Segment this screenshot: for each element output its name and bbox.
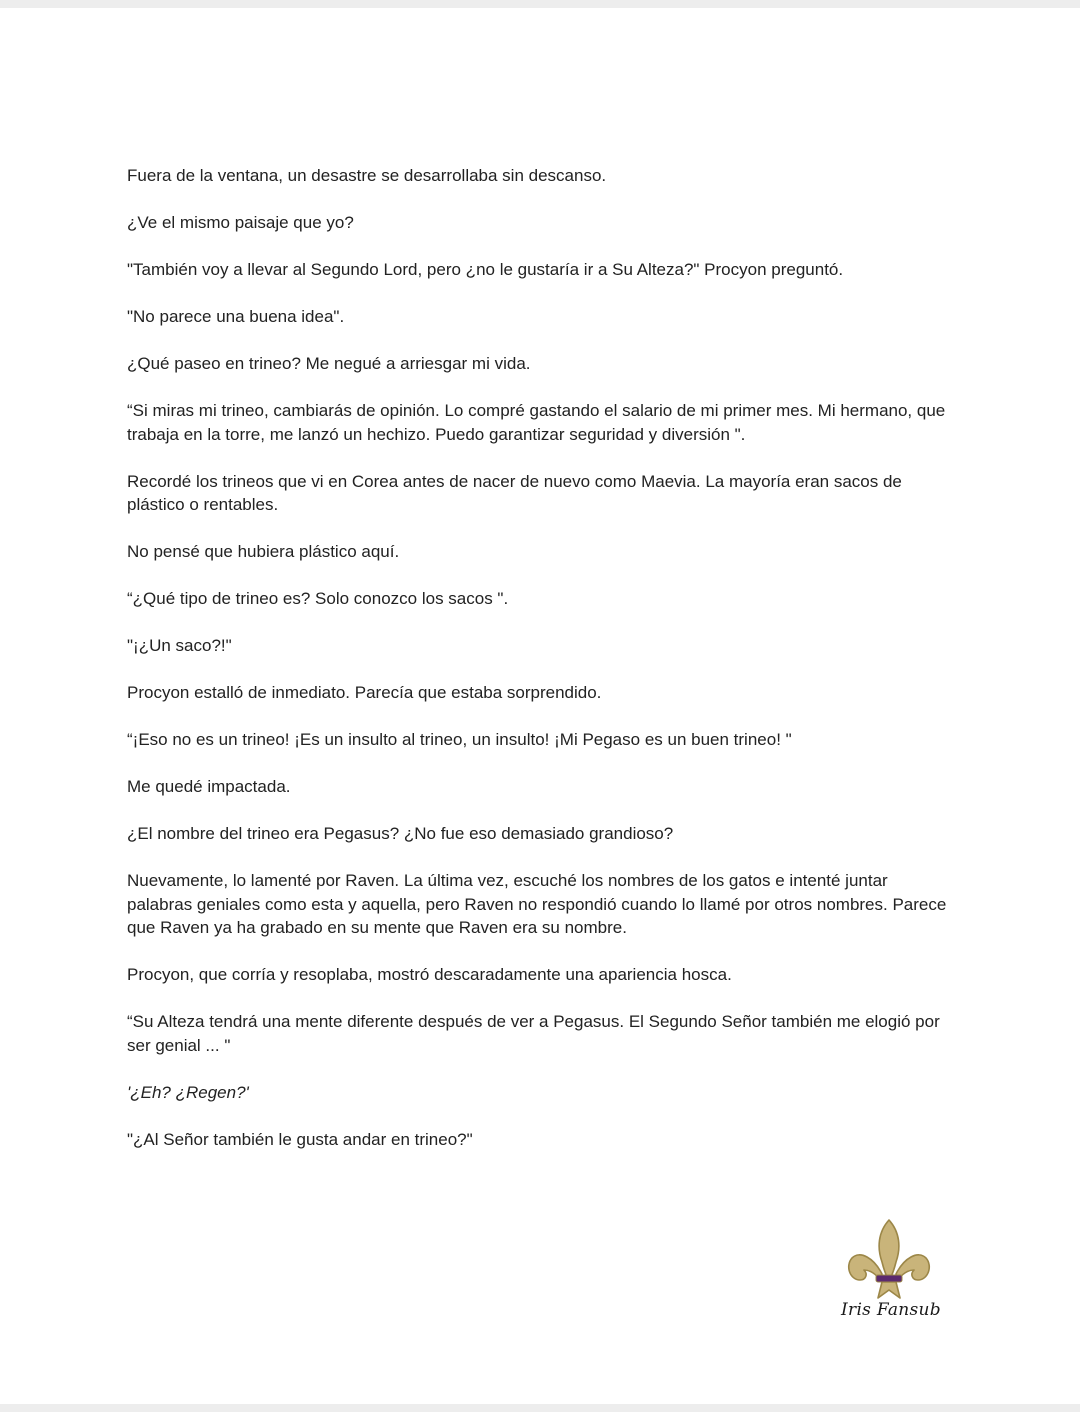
paragraph: Fuera de la ventana, un desastre se desarrollaba sin descanso.	[127, 166, 607, 185]
paragraph: “¿Qué tipo de trineo es? Solo conozco los sacos ".	[127, 589, 509, 608]
paragraph: "¡¿Un saco?!"	[127, 636, 232, 655]
paragraph: Nuevamente, lo lamenté por Raven. La última vez, escuché los nombres de los gatos e intenté juntar palabras geniales como esta y aquella, pero Raven no respondió cuando lo llamé por otros nombres. Parece que Raven ya ha grabado en su mente que Raven era su nombre.	[127, 871, 947, 937]
paragraph: Procyon, que corría y resoplaba, mostró descaradamente una apariencia hosca.	[127, 965, 732, 984]
paragraph: Recordé los trineos que vi en Corea antes de nacer de nuevo como Maevia. La mayoría eran sacos de plástico o rentables.	[127, 471, 902, 514]
document-page	[0, 8, 1080, 1404]
paragraph: Procyon estalló de inmediato. Parecía que estaba sorprendido.	[127, 683, 602, 702]
document-body	[127, 164, 957, 1175]
paragraph: ¿Ve el mismo paisaje que yo?	[127, 213, 354, 232]
paragraph: No pensé que hubiera plástico aquí.	[127, 542, 400, 561]
paragraph: "¿Al Señor también le gusta andar en trineo?"	[127, 1129, 473, 1149]
paragraph: "No parece una buena idea".	[127, 307, 345, 326]
paragraph: "También voy a llevar al Segundo Lord, pero ¿no le gustaría ir a Su Alteza?" Procyon preguntó.	[127, 260, 844, 279]
iris-fansub-logo	[836, 1218, 946, 1338]
logo-text: Iris Fansub	[841, 1300, 941, 1320]
paragraph: '¿Eh? ¿Regen?'	[127, 1082, 249, 1102]
paragraph: Me quedé impactada.	[127, 777, 291, 796]
paragraph: ¿Qué paseo en trineo? Me negué a arriesgar mi vida.	[127, 354, 531, 373]
paragraph: “¡Eso no es un trineo! ¡Es un insulto al trineo, un insulto! ¡Mi Pegaso es un buen trineo! "	[127, 730, 792, 749]
paragraph: “Su Alteza tendrá una mente diferente después de ver a Pegasus. El Segundo Señor también me elogió por ser genial ... "	[127, 1012, 940, 1055]
fleur-de-lis-icon	[844, 1218, 934, 1300]
paragraph: “Si miras mi trineo, cambiarás de opinión. Lo compré gastando el salario de mi primer mes. Mi hermano, que trabaja en la torre, me lanzó un hechizo. Puedo garantizar seguridad y diversión ".	[127, 401, 946, 444]
paragraph: ¿El nombre del trineo era Pegasus? ¿No fue eso demasiado grandioso?	[127, 824, 674, 843]
